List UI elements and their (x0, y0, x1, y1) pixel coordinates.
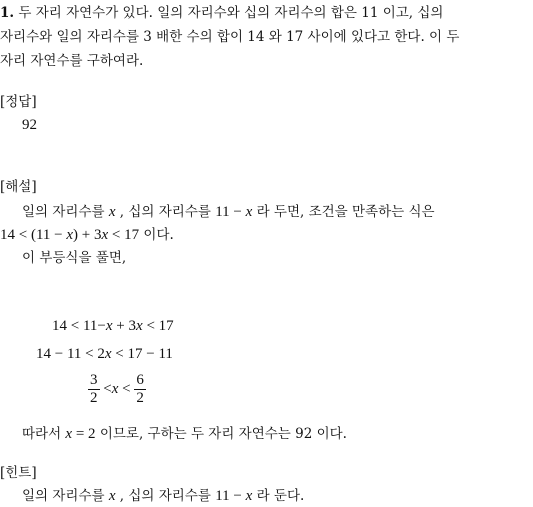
var-x: x (101, 227, 109, 243)
explanation-line-2 (0, 224, 174, 246)
var-x: x (65, 426, 73, 442)
hint-line (22, 485, 304, 507)
eq3-lt-2: < (118, 381, 135, 397)
problem-line-2 (0, 26, 459, 48)
explanation-text-2: 이다. (139, 227, 174, 243)
eq3-lt-1: < (99, 381, 112, 397)
conclusion-text-b: 이므로, 구하는 두 자리 자연수는 92 이다. (95, 426, 347, 442)
frac1-num: 3 (90, 372, 98, 388)
explanation-line-3 (22, 247, 126, 269)
hint-expr: 11 − (215, 488, 246, 504)
explanation-text-3: 이 부등식을 풀면, (22, 250, 127, 266)
answer-value: 92 (22, 117, 37, 133)
eq2-part-a: 14 − 11 < 2 (36, 346, 105, 362)
conclusion-text-a: 따라서 (22, 426, 66, 442)
answer-header-line (0, 91, 37, 113)
var-x: x (104, 346, 112, 362)
answer-value-line (22, 114, 37, 136)
problem-text-1: 두 자리 자연수가 있다. 일의 자리수와 십의 자리수의 합은 11 이고, 십의 (14, 5, 444, 21)
hint-text-a: 일의 자리수를 (22, 488, 109, 504)
var-x: x (245, 204, 253, 220)
eq1-part-a: 14 < 11− (52, 318, 106, 334)
fraction-6-over-2 (134, 372, 146, 407)
hint-header-line (0, 462, 37, 484)
var-x: x (66, 227, 74, 243)
var-x: x (111, 381, 119, 397)
equation-1 (52, 315, 174, 337)
explanation-line-1 (22, 201, 435, 223)
problem-number: 1. (0, 5, 15, 21)
fraction-3-over-2 (88, 372, 100, 407)
var-x: x (108, 204, 116, 220)
hint-text-c: 라 둔다. (252, 488, 305, 504)
problem-text-3: 자리 자연수를 구하여라. (0, 53, 144, 69)
explanation-text-1c: 라 두면, 조건을 만족하는 식은 (252, 204, 435, 220)
frac2-den: 2 (136, 390, 144, 406)
hint-text-b: , 십의 자리수를 (115, 488, 216, 504)
frac1-den: 2 (90, 390, 98, 406)
equation-2 (36, 343, 173, 365)
problem-text-2: 자리수와 일의 자리수를 3 배한 수의 합이 14 와 17 사이에 있다고 한다. 이 두 (0, 29, 460, 45)
var-x: x (136, 318, 143, 334)
explanation-expr-1: 11 − (215, 204, 246, 220)
var-x: x (108, 488, 116, 504)
answer-header: [정답] (0, 94, 37, 110)
explanation-expr-2a: 14 < (11 − (0, 227, 67, 243)
explanation-text-1a: 일의 자리수를 (22, 204, 109, 220)
problem-line-3 (0, 50, 143, 72)
explanation-expr-2b: ) + 3 (73, 227, 102, 243)
var-x: x (245, 488, 253, 504)
eq1-part-c: < 17 (142, 318, 174, 334)
explanation-header-line (0, 176, 37, 198)
eq2-part-b: < 17 − 11 (111, 346, 173, 362)
explanation-text-1b: , 십의 자리수를 (115, 204, 216, 220)
equation-3 (88, 370, 146, 408)
conclusion-expr: = 2 (72, 426, 96, 442)
explanation-header: [해설] (0, 179, 37, 195)
conclusion-line (22, 423, 347, 445)
hint-header: [힌트] (0, 465, 37, 481)
frac2-num: 6 (136, 372, 144, 388)
var-x: x (105, 318, 113, 334)
problem-line-1 (0, 2, 443, 24)
eq1-part-b: + 3 (112, 318, 137, 334)
explanation-expr-2c: < 17 (108, 227, 140, 243)
